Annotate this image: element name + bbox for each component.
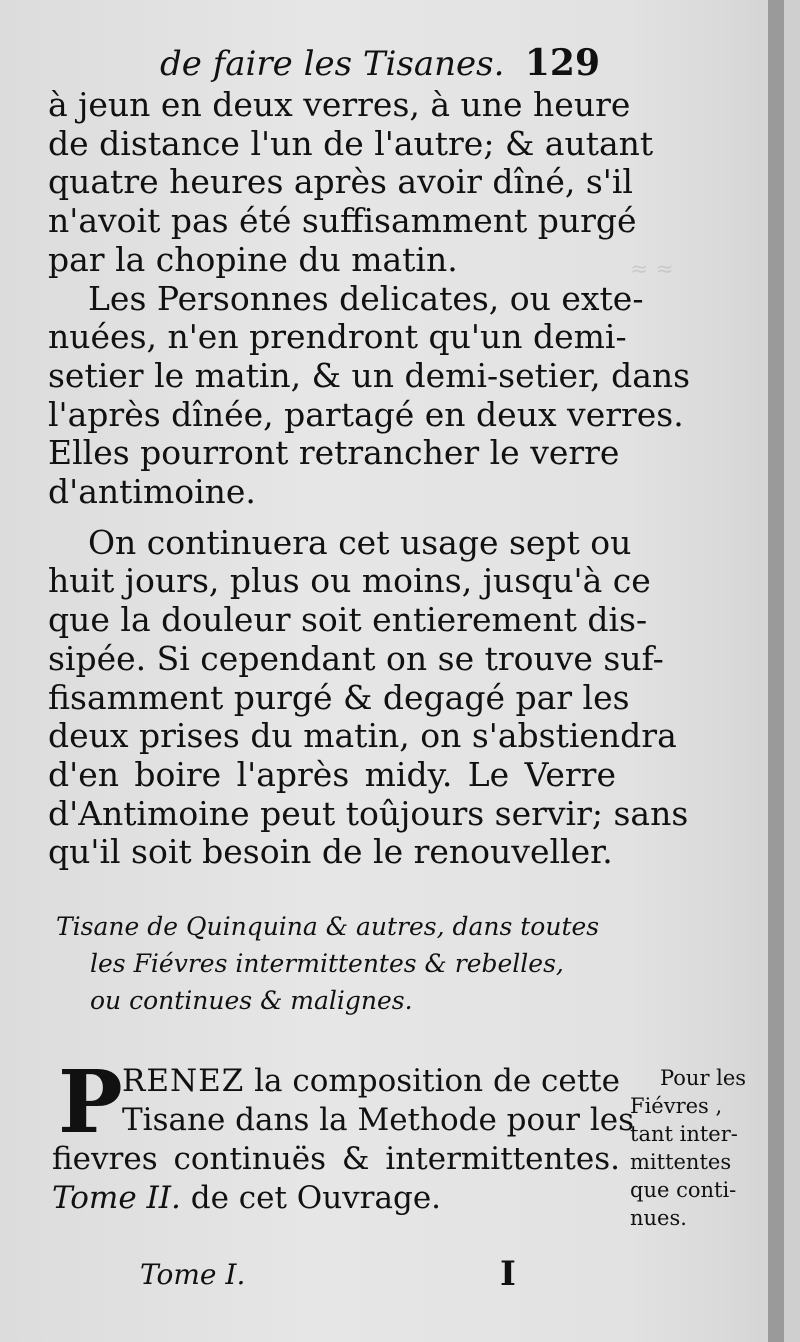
text-line <box>52 1062 620 1101</box>
text-line: Tisane dans la Methode pour les <box>122 1102 634 1138</box>
text-span: la composition de cette <box>244 1063 620 1099</box>
text-span: de cet Ouvrage. <box>180 1180 442 1216</box>
margin-note-line: tant inter- <box>630 1122 738 1146</box>
text-line: d'antimoine. <box>48 472 256 512</box>
text-line: d'Antimoine peut toûjours servir; sans <box>48 793 689 833</box>
text-line: deux prises du matin, on s'abstiendra <box>48 716 677 756</box>
page-number: 129 <box>524 42 600 84</box>
margin-note-line: que conti- <box>630 1178 737 1202</box>
text-line: de distance l'un de l'autre; & autant <box>48 123 654 163</box>
heading-line: les Fiévres intermittentes & rebelles, <box>90 949 564 978</box>
prenez-paragraph <box>52 1052 634 1218</box>
text-line: Les Personnes delicates, ou exte- <box>88 278 644 318</box>
text-line: l'après dînée, partagé en deux verres. <box>48 394 684 434</box>
text-line <box>52 1179 620 1218</box>
text-line: Elles pourront retrancher le verre <box>48 433 620 473</box>
body-text <box>48 85 691 872</box>
heading-line: Tisane de Quinquina & autres, dans toutes <box>56 912 600 941</box>
page-footer <box>140 1254 540 1302</box>
margin-note-line: Fiévres , <box>630 1094 723 1118</box>
margin-note-line: Pour les <box>660 1066 747 1090</box>
signature-letter: I <box>500 1254 516 1294</box>
text-line: qu'il soit besoin de le renouveller. <box>48 832 613 872</box>
margin-note-line: mittentes <box>630 1150 732 1174</box>
text-line: à jeun en deux verres, à une heure <box>48 85 631 124</box>
text-line: On continuera cet usage sept ou <box>88 522 632 562</box>
signature-mark: Tome I. <box>140 1258 246 1291</box>
text-line: sipée. Si cependant on se trouve suf- <box>48 638 664 678</box>
margin-note <box>630 1064 770 1232</box>
text-line: fisamment purgé & degagé par les <box>48 677 630 717</box>
paragraph-gap <box>48 512 616 524</box>
text-line: quatre heures après avoir dîné, s'il <box>48 162 633 202</box>
section-heading <box>56 908 618 1019</box>
text-line: d'en boire l'après midy. Le Verre <box>48 754 616 794</box>
text-line: par la chopine du matin. <box>48 239 458 279</box>
text-line: setier le matin, & un demi-setier, dans <box>48 355 691 395</box>
italic-ref: Tome II. <box>52 1180 181 1216</box>
text-line: huit jours, plus ou moins, jusqu'à ce <box>48 561 651 601</box>
running-title: de faire les Tisanes. <box>160 44 505 84</box>
drop-cap: P <box>58 1052 123 1153</box>
text-line: nuées, n'en prendront qu'un demi- <box>48 317 627 357</box>
text-line: fievres continuës & intermittentes. <box>52 1141 620 1177</box>
text-line: que la douleur soit entierement dis- <box>48 600 648 640</box>
small-caps-word: RENEZ <box>122 1063 245 1099</box>
page-edge <box>768 0 784 1342</box>
text-line: n'avoit pas été suffisamment purgé <box>48 201 637 241</box>
margin-note-line: nues. <box>630 1206 687 1230</box>
heading-line: ou continues & malignes. <box>90 986 413 1015</box>
bleed-through-text: ≈ ≈ <box>630 257 674 282</box>
